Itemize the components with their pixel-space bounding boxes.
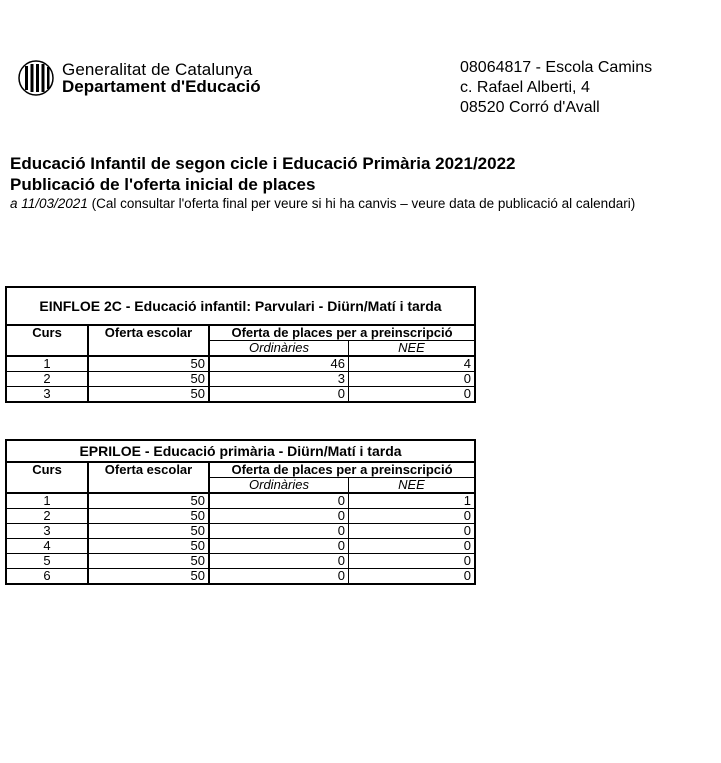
cell-nee: 1 xyxy=(349,493,476,509)
cell-nee: 0 xyxy=(349,569,476,585)
school-info xyxy=(460,58,652,118)
col-oferta-escolar: Oferta escolar xyxy=(88,462,209,493)
table-row xyxy=(6,554,475,569)
cell-ordinaries: 0 xyxy=(209,493,349,509)
publication-note-text: (Cal consultar l'oferta final per veure si hi ha canvis – veure data de publicació al calendari) xyxy=(87,196,636,211)
cell-curs: 5 xyxy=(6,554,88,569)
cell-curs: 3 xyxy=(6,387,88,403)
document-subtitle: Publicació de l'oferta inicial de places xyxy=(10,175,316,194)
cell-nee: 0 xyxy=(349,554,476,569)
col-curs: Curs xyxy=(6,462,88,493)
col-ordinaries: Ordinàries xyxy=(209,341,349,357)
col-nee: NEE xyxy=(349,478,476,494)
cell-ordinaries: 0 xyxy=(209,554,349,569)
cell-nee: 0 xyxy=(349,372,476,387)
cell-ordinaries: 46 xyxy=(209,356,349,372)
cell-curs: 1 xyxy=(6,493,88,509)
senyera-emblem-icon xyxy=(18,60,54,96)
cell-oferta: 50 xyxy=(88,372,209,387)
table-row xyxy=(6,356,475,372)
cell-ordinaries: 0 xyxy=(209,569,349,585)
col-ordinaries: Ordinàries xyxy=(209,478,349,494)
logo-department-text: Departament d'Educació xyxy=(62,77,261,96)
cell-oferta: 50 xyxy=(88,509,209,524)
table-row xyxy=(6,539,475,554)
cell-oferta: 50 xyxy=(88,569,209,585)
table-heading: EINFLOE 2C - Educació infantil: Parvulari - Diürn/Matí i tarda xyxy=(6,287,475,325)
school-city: 08520 Corró d'Avall xyxy=(460,99,600,116)
cell-ordinaries: 3 xyxy=(209,372,349,387)
generalitat-logo xyxy=(18,60,261,96)
offer-table-infantil xyxy=(5,286,476,403)
col-nee: NEE xyxy=(349,341,476,357)
table-row xyxy=(6,493,475,509)
cell-curs: 2 xyxy=(6,509,88,524)
cell-curs: 1 xyxy=(6,356,88,372)
cell-ordinaries: 0 xyxy=(209,387,349,403)
cell-nee: 0 xyxy=(349,387,476,403)
cell-oferta: 50 xyxy=(88,493,209,509)
offer-table-primaria xyxy=(5,439,476,585)
cell-curs: 2 xyxy=(6,372,88,387)
table-heading: EPRILOE - Educació primària - Diürn/Matí i tarda xyxy=(6,440,475,462)
table-row xyxy=(6,509,475,524)
cell-nee: 0 xyxy=(349,539,476,554)
table-row xyxy=(6,372,475,387)
cell-ordinaries: 0 xyxy=(209,509,349,524)
cell-oferta: 50 xyxy=(88,356,209,372)
cell-nee: 0 xyxy=(349,509,476,524)
document-titles xyxy=(10,153,635,213)
col-oferta-places: Oferta de places per a preinscripció xyxy=(209,325,475,341)
table-row xyxy=(6,569,475,585)
col-oferta-escolar: Oferta escolar xyxy=(88,325,209,356)
cell-curs: 3 xyxy=(6,524,88,539)
col-curs: Curs xyxy=(6,325,88,356)
document-title: Educació Infantil de segon cicle i Educació Primària 2021/2022 xyxy=(10,154,516,173)
cell-oferta: 50 xyxy=(88,554,209,569)
table-row xyxy=(6,524,475,539)
cell-oferta: 50 xyxy=(88,387,209,403)
cell-curs: 6 xyxy=(6,569,88,585)
cell-ordinaries: 0 xyxy=(209,539,349,554)
publication-note xyxy=(10,195,635,213)
cell-nee: 0 xyxy=(349,524,476,539)
school-code-name: 08064817 - Escola Camins xyxy=(460,59,653,76)
table-row xyxy=(6,387,475,403)
cell-ordinaries: 0 xyxy=(209,524,349,539)
col-oferta-places: Oferta de places per a preinscripció xyxy=(209,462,475,478)
cell-oferta: 50 xyxy=(88,524,209,539)
logo-generalitat-text: Generalitat de Catalunya xyxy=(62,60,253,79)
publication-date: a 11/03/2021 xyxy=(10,196,88,211)
cell-oferta: 50 xyxy=(88,539,209,554)
cell-nee: 4 xyxy=(349,356,476,372)
cell-curs: 4 xyxy=(6,539,88,554)
school-street: c. Rafael Alberti, 4 xyxy=(460,79,590,96)
